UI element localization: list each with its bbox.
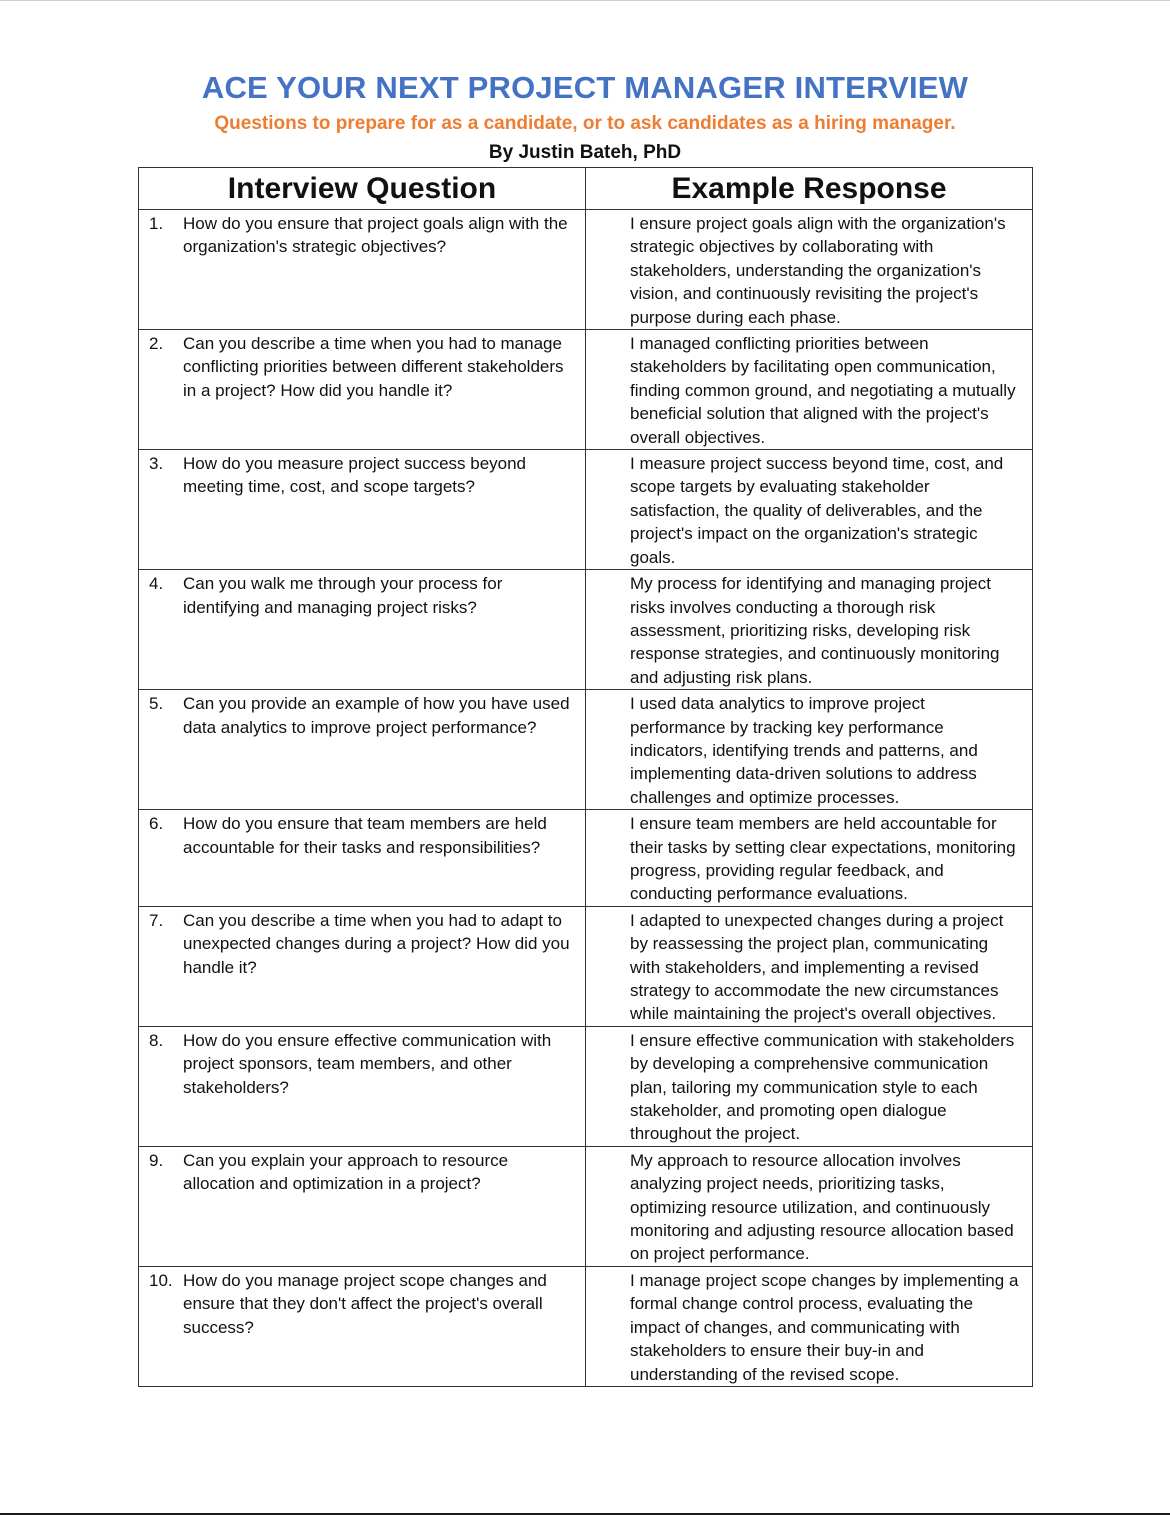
- response-cell: [586, 330, 1033, 450]
- question-text: Can you provide an example of how you have used data analytics to improve project performance?: [183, 694, 570, 737]
- column-header-response: Example Response: [586, 168, 1033, 210]
- table-row: [139, 690, 1033, 810]
- response-cell: [586, 450, 1033, 570]
- page-subtitle: Questions to prepare for as a candidate, or to ask candidates as a hiring manager.: [214, 113, 956, 134]
- question-cell: [139, 690, 586, 810]
- question-number: 2.: [149, 334, 164, 354]
- question-text: Can you explain your approach to resource allocation and optimization in a project?: [183, 1150, 509, 1194]
- table-row: [139, 1146, 1033, 1266]
- response-cell: [586, 570, 1033, 690]
- response-cell: [586, 1146, 1033, 1266]
- response-text: My process for identifying and managing project risks involves conducting a thorough risk assessment, prioritizing risks, developing risk response strategies, and continuously monitoring and adjusting risk plans.: [630, 574, 1000, 687]
- response-cell: [586, 1026, 1033, 1146]
- question-cell: [139, 1146, 586, 1266]
- question-cell: [139, 570, 586, 690]
- response-text: I adapted to unexpected changes during a project by reassessing the project plan, communicating with stakeholders, and implementing a revised strategy to accommodate the new circumstances while maintaining the project's overall objectives.: [630, 910, 1004, 1024]
- question-text: How do you manage project scope changes and ensure that they don't affect the project's overall success?: [183, 1270, 547, 1337]
- table-row: [139, 810, 1033, 907]
- author-byline: By Justin Bateh, PhD: [488, 142, 682, 163]
- question-number: 9.: [149, 1150, 164, 1170]
- question-text: How do you measure project success beyond meeting time, cost, and scope targets?: [183, 454, 527, 497]
- question-text: How do you ensure effective communication with project sponsors, team members, and other stakeholders?: [183, 1030, 552, 1097]
- question-text: Can you walk me through your process for identifying and managing project risks?: [183, 574, 503, 617]
- column-header-question: Interview Question: [139, 168, 586, 210]
- question-number: 7.: [149, 910, 164, 930]
- response-cell: [586, 810, 1033, 907]
- response-cell: [586, 690, 1033, 810]
- question-number: 6.: [149, 814, 164, 834]
- question-cell: [139, 1266, 586, 1386]
- response-text: I ensure team members are held accountable for their tasks by setting clear expectations, monitoring progress, providing regular feedback, and conducting performance evaluations.: [630, 814, 1016, 904]
- question-text: How do you ensure that project goals align with the organization's strategic objectives?: [183, 214, 568, 257]
- question-number: 5.: [149, 694, 164, 714]
- question-number: 8.: [149, 1030, 164, 1050]
- question-cell: [139, 1026, 586, 1146]
- response-text: I measure project success beyond time, cost, and scope targets by evaluating stakeholder satisfaction, the quality of deliverables, and the project's impact on the organization's strategic goals.: [630, 454, 1004, 567]
- question-cell: [139, 450, 586, 570]
- question-number: 3.: [149, 454, 164, 474]
- question-cell: [139, 906, 586, 1026]
- table-row: [139, 906, 1033, 1026]
- question-text: Can you describe a time when you had to manage conflicting priorities between different stakeholders in a project? How did you handle it?: [183, 334, 564, 400]
- table-row: [139, 1266, 1033, 1386]
- response-text: My approach to resource allocation involves analyzing project needs, prioritizing tasks, optimizing resource utilization, and continuously monitoring and adjusting resource allocation based on project performance.: [630, 1150, 1014, 1264]
- question-number: 4.: [149, 574, 164, 594]
- question-text: Can you describe a time when you had to adapt to unexpected changes during a project? How did you handle it?: [183, 910, 570, 977]
- question-text: How do you ensure that team members are held accountable for their tasks and responsibilities?: [183, 814, 547, 857]
- response-cell: [586, 906, 1033, 1026]
- table-row: [139, 450, 1033, 570]
- question-number: 1.: [149, 214, 164, 233]
- table-row: [139, 1026, 1033, 1146]
- page-title: ACE YOUR NEXT PROJECT MANAGER INTERVIEW: [201, 70, 969, 105]
- table-row: [139, 330, 1033, 450]
- response-text: I managed conflicting priorities between stakeholders by facilitating open communication, finding common ground, and negotiating a mutually beneficial solution that aligned with the project's overall objectives.: [630, 334, 1016, 447]
- table-row: [139, 570, 1033, 690]
- top-rule: [0, 0, 1170, 1]
- table-row: [139, 210, 1033, 330]
- question-number: 10.: [149, 1270, 173, 1290]
- response-text: I manage project scope changes by implementing a formal change control process, evaluating the impact of changes, and communicating with stakeholders to ensure their buy-in and understanding of the revised scope.: [630, 1270, 1019, 1384]
- response-cell: [586, 210, 1033, 330]
- response-cell: [586, 1266, 1033, 1386]
- response-text: I ensure effective communication with stakeholders by developing a comprehensive communication plan, tailoring my communication style to each stakeholder, and promoting open dialogue throughout the project.: [630, 1030, 1015, 1144]
- question-cell: [139, 330, 586, 450]
- interview-table: [138, 167, 1033, 1387]
- question-cell: [139, 810, 586, 907]
- response-text: I used data analytics to improve project performance by tracking key performance indicators, identifying trends and patterns, and implementing data-driven solutions to address challenges and optimize processes.: [630, 694, 978, 807]
- question-cell: [139, 210, 586, 330]
- response-text: I ensure project goals align with the organization's strategic objectives by collaborating with stakeholders, understanding the organization's vision, and continuously revisiting the project's purpose during each phase.: [630, 214, 1006, 327]
- table-header-row: [139, 168, 1033, 210]
